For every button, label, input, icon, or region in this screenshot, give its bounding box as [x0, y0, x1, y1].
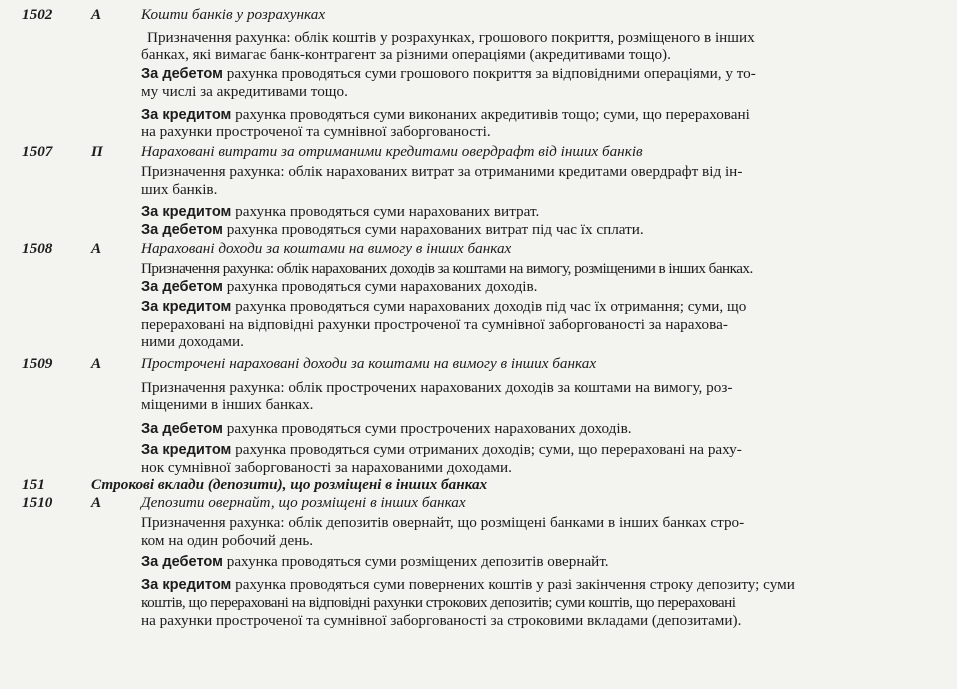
credit-line: перераховані на відповідні рахунки простроченої та сумнівної заборгованості за нарахова-	[141, 316, 728, 333]
account-type: А	[91, 6, 102, 23]
account-code: 1509	[22, 355, 53, 372]
account-title: Прострочені нараховані доходи за коштами на вимогу в інших банках	[141, 355, 597, 372]
account-code: 1502	[22, 6, 53, 23]
account-title: Кошти банків у розрахунках	[141, 6, 326, 23]
debit-text: рахунка проводяться суми нарахованих доходів.	[222, 278, 538, 295]
credit-line	[141, 441, 742, 459]
account-type: А	[91, 355, 102, 372]
credit-keyword: За кредитом	[141, 577, 232, 593]
debit-line: му числі за акредитивами тощо.	[141, 83, 348, 100]
credit-line: на рахунки простроченої та сумнівної заборгованості за строковими вкладами (депозитами).	[141, 612, 742, 629]
credit-keyword: За кредитом	[141, 442, 232, 458]
account-code: 1507	[22, 143, 53, 160]
purpose-line: Призначення рахунка: облік депозитів овернайт, що розміщені банками в інших банках стро-	[141, 514, 745, 531]
debit-keyword: За дебетом	[141, 554, 223, 570]
credit-line	[141, 576, 795, 594]
purpose-line: Призначення рахунка: облік прострочених нарахованих доходів за коштами на вимогу, роз-	[141, 379, 733, 396]
debit-line	[141, 553, 609, 571]
account-code: 1510	[22, 494, 53, 511]
credit-text: рахунка проводяться суми нарахованих витрат.	[231, 203, 540, 220]
debit-keyword: За дебетом	[141, 222, 223, 238]
account-title: Нараховані витрати за отриманими кредитами овердрафт від інших банків	[141, 143, 643, 160]
debit-line	[141, 221, 644, 239]
debit-text: рахунка проводяться суми прострочених нарахованих доходів.	[222, 420, 632, 437]
debit-line	[141, 65, 756, 83]
credit-text: рахунка проводяться суми нарахованих доходів під час їх отримання; суми, що	[231, 298, 747, 315]
account-title: Депозити овернайт, що розміщені в інших банках	[141, 494, 466, 511]
credit-keyword: За кредитом	[141, 204, 232, 220]
account-type: А	[91, 494, 102, 511]
debit-keyword: За дебетом	[141, 66, 223, 82]
credit-line	[141, 203, 539, 221]
credit-text: рахунка проводяться суми повернених коштів у разі закінчення строку депозиту; суми	[231, 576, 795, 593]
credit-line: ними доходами.	[141, 333, 244, 350]
credit-line	[141, 106, 750, 124]
purpose-line: Призначення рахунка: облік коштів у розрахунках, грошового покриття, розміщеного в інших	[147, 29, 755, 46]
group-title: Строкові вклади (депозити), що розміщені в інших банках	[91, 476, 488, 493]
credit-text: рахунка проводяться суми отриманих доходів; суми, що перераховані на раху-	[231, 441, 742, 458]
account-code: 1508	[22, 240, 53, 257]
debit-text: рахунка проводяться суми розміщених депозитів овернайт.	[222, 553, 609, 570]
purpose-line: Призначення рахунка: облік нарахованих доходів за коштами на вимогу, розміщеними в інших банках.	[141, 260, 753, 277]
debit-line	[141, 420, 632, 438]
purpose-line: Призначення рахунка: облік нарахованих витрат за отриманими кредитами овердрафт від ін-	[141, 163, 743, 180]
account-title: Нараховані доходи за коштами на вимогу в інших банках	[141, 240, 512, 257]
credit-keyword: За кредитом	[141, 299, 232, 315]
account-type: П	[91, 143, 103, 160]
credit-line: на рахунки простроченої та сумнівної заборгованості.	[141, 123, 491, 140]
credit-keyword: За кредитом	[141, 107, 232, 123]
purpose-line: банках, які вимагає банк-контрагент за різними операціями (акредитивами тощо).	[141, 46, 671, 63]
debit-keyword: За дебетом	[141, 279, 223, 295]
purpose-line: ших банків.	[141, 181, 218, 198]
purpose-line: міщеними в інших банках.	[141, 396, 314, 413]
credit-text: рахунка проводяться суми виконаних акредитивів тощо; суми, що перераховані	[231, 106, 750, 123]
account-type: А	[91, 240, 102, 257]
debit-text: рахунка проводяться суми нарахованих витрат під час їх сплати.	[222, 221, 644, 238]
debit-keyword: За дебетом	[141, 421, 223, 437]
credit-line: нок сумнівної заборгованості за нарахованими доходами.	[141, 459, 512, 476]
debit-line	[141, 278, 537, 296]
credit-line: коштів, що перераховані на відповідні рахунки строкових депозитів; суми коштів, що перераховані	[141, 594, 736, 611]
debit-text: рахунка проводяться суми грошового покриття за відповідними операціями, у то-	[222, 65, 756, 82]
credit-line	[141, 298, 746, 316]
purpose-line: ком на один робочий день.	[141, 532, 314, 549]
group-code: 151	[22, 476, 45, 493]
